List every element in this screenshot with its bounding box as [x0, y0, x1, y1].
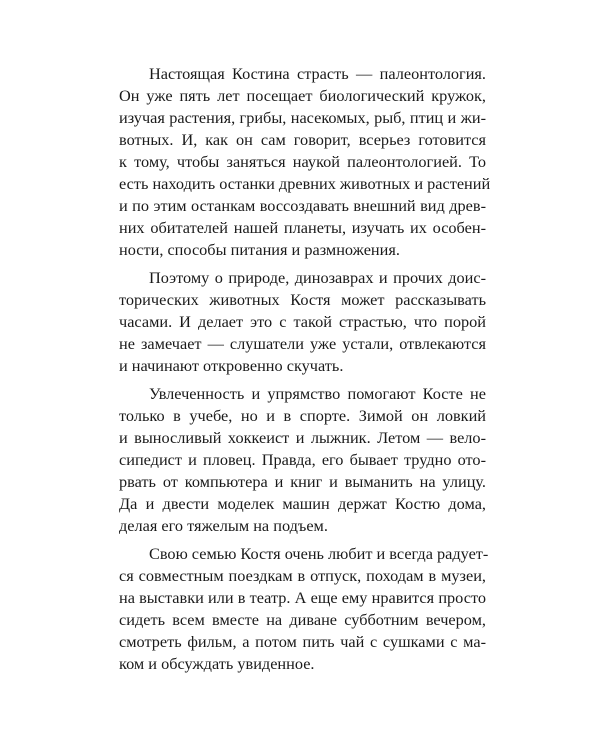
- text-line: есть находить останки древних животных и растений: [119, 174, 491, 193]
- text-line: ком и обсуждать увиденное.: [119, 654, 315, 673]
- body-text: [119, 63, 491, 681]
- text-line: сипедист и пловец. Правда, его бывает трудно ото-: [119, 450, 486, 469]
- text-line: смотреть фильм, а потом пить чай с сушками с ма-: [119, 632, 486, 651]
- text-line: не замечает — слушатели уже устали, отвлекаются: [119, 334, 486, 353]
- text-line: часами. И делает это с такой страстью, что порой: [119, 312, 486, 331]
- text-line: Свою семью Костя очень любит и всегда радует-: [149, 544, 489, 563]
- text-line: на выставки или в театр. А еще ему нравится просто: [119, 588, 486, 607]
- text-line: Настоящая Костина страсть — палеонтология.: [149, 64, 486, 83]
- paragraph-3: [119, 383, 486, 537]
- text-line: только в учебе, но и в спорте. Зимой он ловкий: [119, 406, 486, 425]
- text-line: Увлеченность и упрямство помогают Косте не: [149, 384, 486, 403]
- text-line: и по этим останкам воссоздавать внешний вид древ-: [119, 196, 486, 215]
- paragraph-1: [119, 63, 491, 261]
- text-line: Поэтому о природе, динозаврах и прочих доис-: [149, 268, 486, 287]
- text-line: них обитателей нашей планеты, изучать их особен-: [119, 218, 486, 237]
- text-line: к тому, чтобы заняться наукой палеонтологией. То: [119, 152, 486, 171]
- text-line: Да и двести моделек машин держат Костю дома,: [119, 494, 486, 513]
- text-line: сидеть всем вместе на диване субботним вечером,: [119, 610, 486, 629]
- text-line: и начинают откровенно скучать.: [119, 356, 344, 375]
- text-line: ности, способы питания и размножения.: [119, 240, 400, 259]
- text-line: рвать от компьютера и книг и выманить на улицу.: [119, 472, 486, 491]
- text-line: вотных. И, как он сам говорит, всерьез готовится: [119, 130, 486, 149]
- text-line: изучая растения, грибы, насекомых, рыб, птиц и жи-: [119, 108, 486, 127]
- text-line: Он уже пять лет посещает биологический кружок,: [119, 86, 486, 105]
- text-line: торических животных Костя может рассказывать: [119, 290, 486, 309]
- text-line: ся совместным поездкам в отпуск, походам в музеи,: [119, 566, 486, 585]
- text-line: делая его тяжелым на подъем.: [119, 516, 328, 535]
- paragraph-2: [119, 267, 486, 377]
- paragraph-4: [119, 543, 489, 675]
- text-line: и выносливый хоккеист и лыжник. Летом — вело-: [119, 428, 486, 447]
